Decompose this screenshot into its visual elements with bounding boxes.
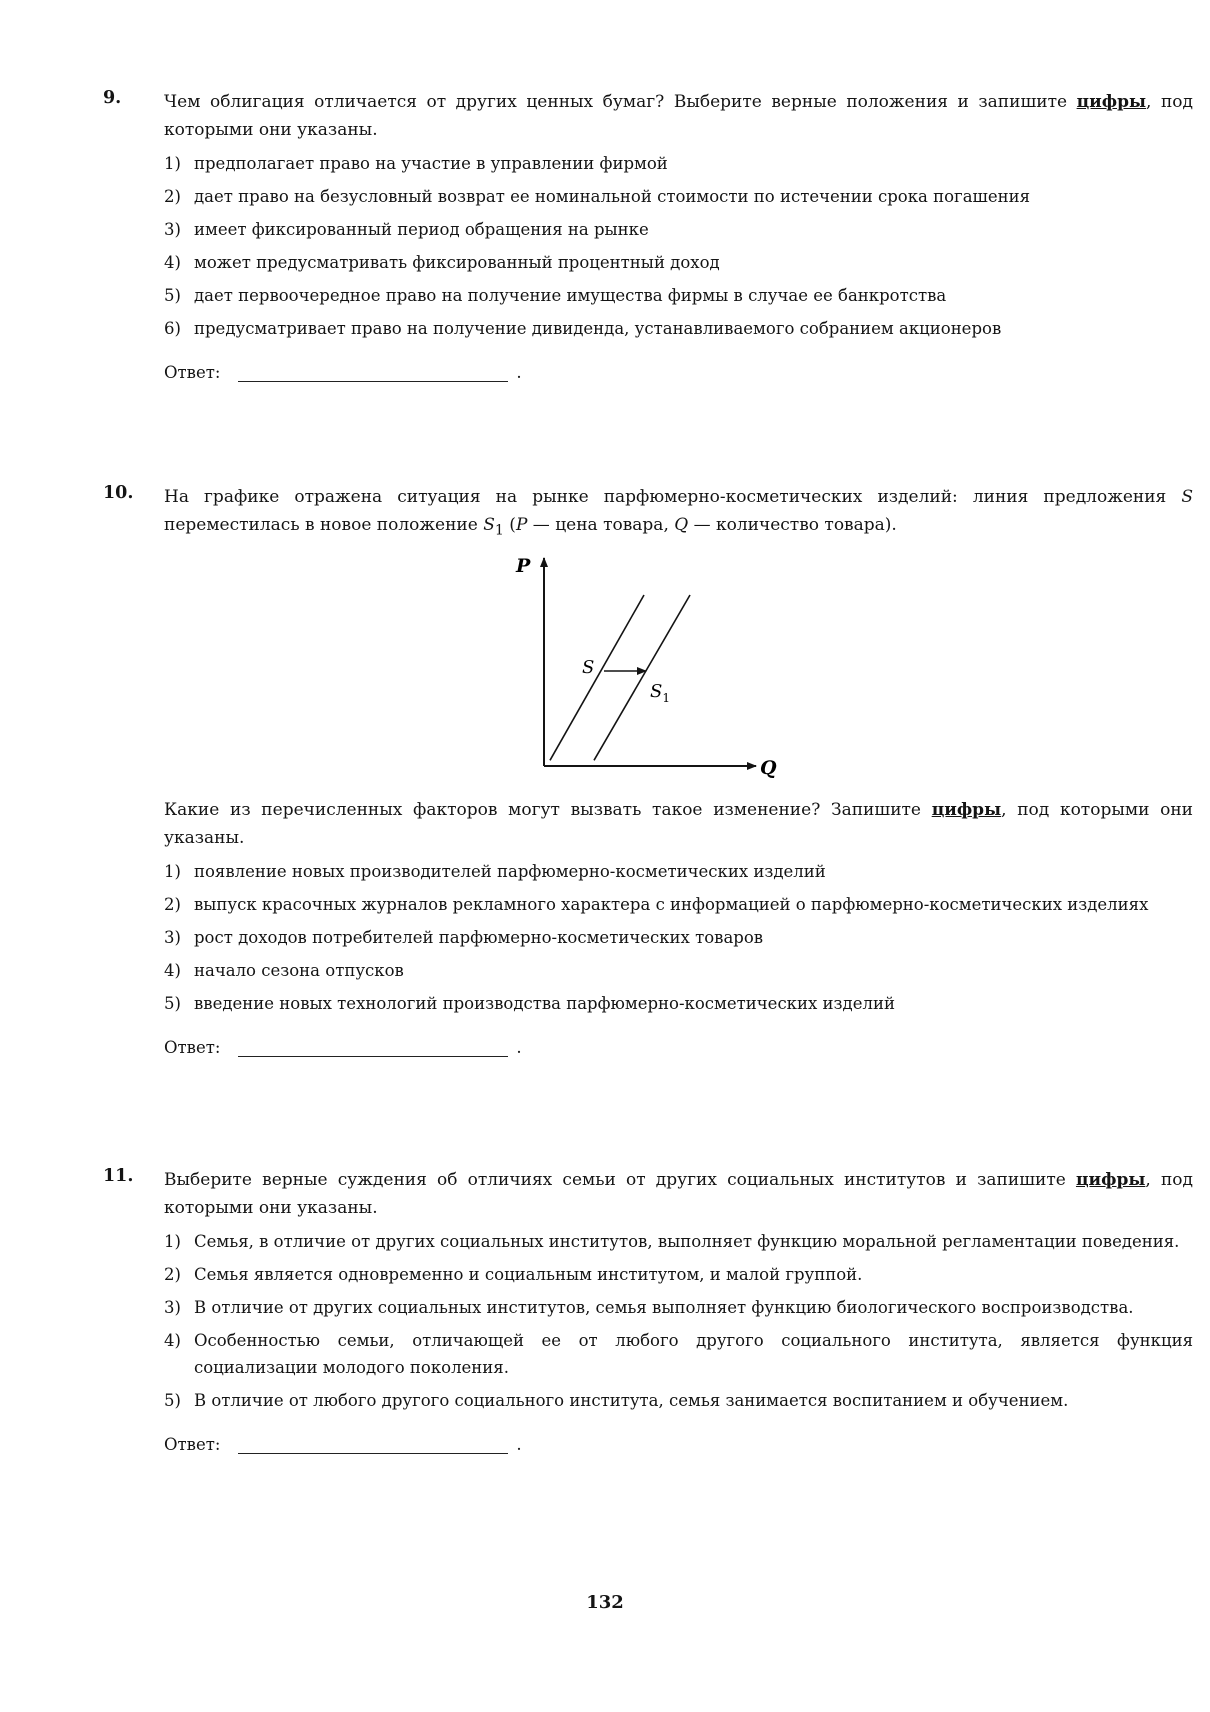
question-prompt bbox=[164, 796, 1193, 852]
supply-line-s bbox=[550, 595, 644, 760]
option-item bbox=[164, 858, 1193, 885]
answer-label: Ответ: bbox=[164, 363, 221, 382]
question-text-part: — цена товара, bbox=[527, 515, 675, 535]
option-item bbox=[164, 1228, 1193, 1255]
option-text: Семья является одновременно и социальным институтом, и малой группой. bbox=[194, 1265, 863, 1284]
option-text: Особенностью семьи, отличающей ее от любого другого социального института, является функция социализации молодого поколения. bbox=[194, 1331, 1193, 1377]
option-text: может предусматривать фиксированный процентный доход bbox=[194, 253, 720, 272]
option-number: 6) bbox=[164, 319, 181, 338]
option-number: 2) bbox=[164, 187, 181, 206]
option-text: В отличие от любого другого социального института, семья занимается воспитанием и обучением. bbox=[194, 1391, 1069, 1410]
answer-label: Ответ: bbox=[164, 1435, 221, 1454]
option-number: 2) bbox=[164, 1265, 181, 1284]
option-item bbox=[164, 957, 1193, 984]
supply-label-s1-sub: 1 bbox=[662, 691, 670, 705]
option-item bbox=[164, 924, 1193, 951]
option-item bbox=[164, 1387, 1193, 1414]
option-number: 1) bbox=[164, 154, 181, 173]
supply-label-s: S bbox=[582, 657, 595, 678]
question-number: 11. bbox=[103, 1166, 134, 1186]
question-text-part: переместилась в новое положение bbox=[164, 515, 484, 535]
question-number: 9. bbox=[103, 88, 122, 108]
answer-field[interactable] bbox=[238, 1435, 508, 1454]
option-item bbox=[164, 1294, 1193, 1321]
supply-label-s1-main: S bbox=[650, 681, 663, 702]
option-text: В отличие от других социальных институтов, семья выполняет функцию биологического воспроизводства. bbox=[194, 1298, 1134, 1317]
question-text bbox=[164, 1166, 1193, 1222]
option-number: 3) bbox=[164, 928, 181, 947]
x-axis-label: Q bbox=[760, 757, 777, 779]
question-9 bbox=[103, 88, 1193, 382]
question-text-part: , под которыми они указаны. bbox=[164, 1170, 1194, 1218]
option-number: 4) bbox=[164, 961, 181, 980]
option-text: имеет фиксированный период обращения на рынке bbox=[194, 220, 649, 239]
answer-row bbox=[164, 1031, 1193, 1057]
question-text-part: На графике отражена ситуация на рынке парфюмерно-косметических изделий: линия предложения bbox=[164, 487, 1182, 507]
y-axis-label: P bbox=[516, 555, 531, 577]
option-text: Семья, в отличие от других социальных институтов, выполняет функцию моральной регламентации поведения. bbox=[194, 1232, 1180, 1251]
supply-label-s1 bbox=[650, 681, 670, 705]
options-list bbox=[164, 150, 1193, 342]
option-item bbox=[164, 891, 1193, 918]
option-text: рост доходов потребителей парфюмерно-косметических товаров bbox=[194, 928, 764, 947]
option-number: 5) bbox=[164, 994, 181, 1013]
answer-label: Ответ: bbox=[164, 1038, 221, 1057]
option-item bbox=[164, 315, 1193, 342]
question-text-part: ( bbox=[503, 515, 516, 535]
answer-dot: . bbox=[516, 1038, 522, 1057]
option-text: появление новых производителей парфюмерно-косметических изделий bbox=[194, 862, 826, 881]
answer-row bbox=[164, 356, 1193, 382]
question-text-part: Чем облигация отличается от других ценных бумаг? Выберите верные положения и запишите bbox=[164, 92, 1077, 112]
supply-symbol: S bbox=[1181, 487, 1193, 507]
question-11 bbox=[103, 1166, 1193, 1454]
option-text: начало сезона отпусков bbox=[194, 961, 404, 980]
question-10 bbox=[103, 483, 1193, 544]
question-text-part: , под которыми они указаны. bbox=[164, 92, 1193, 140]
option-item bbox=[164, 990, 1193, 1017]
answer-row bbox=[164, 1428, 1193, 1454]
question-text-emphasis: цифры bbox=[1075, 1170, 1146, 1190]
supply-line-s1 bbox=[594, 595, 690, 760]
option-number: 3) bbox=[164, 220, 181, 239]
option-item bbox=[164, 282, 1193, 309]
option-item bbox=[164, 249, 1193, 276]
option-item bbox=[164, 1261, 1193, 1288]
option-text: предусматривает право на получение дивиденда, устанавливаемого собранием акционеров bbox=[194, 319, 1002, 338]
question-text-part: — количество товара). bbox=[688, 515, 897, 535]
option-number: 4) bbox=[164, 253, 181, 272]
quantity-symbol: Q bbox=[674, 515, 689, 535]
answer-dot: . bbox=[516, 363, 522, 382]
option-number: 2) bbox=[164, 895, 181, 914]
page-number: 132 bbox=[586, 1592, 624, 1613]
question-text bbox=[164, 483, 1193, 544]
option-text: дает право на безусловный возврат ее номинальной стоимости по истечении срока погашения bbox=[194, 187, 1031, 206]
option-number: 1) bbox=[164, 862, 181, 881]
option-number: 3) bbox=[164, 1298, 181, 1317]
question-text-emphasis: цифры bbox=[931, 800, 1002, 820]
options-list bbox=[164, 1228, 1193, 1414]
answer-dot: . bbox=[516, 1435, 522, 1454]
option-text: выпуск красочных журналов рекламного характера с информацией о парфюмерно-косметических изделиях bbox=[194, 895, 1149, 914]
option-item bbox=[164, 183, 1193, 210]
option-item bbox=[164, 1327, 1193, 1381]
option-number: 4) bbox=[164, 1331, 181, 1350]
question-text-part: Выберите верные суждения об отличиях семьи от других социальных институтов и запишите bbox=[164, 1170, 1076, 1190]
option-text: предполагает право на участие в управлении фирмой bbox=[194, 154, 668, 173]
option-number: 1) bbox=[164, 1232, 181, 1251]
supply-new-subscript: 1 bbox=[494, 522, 504, 539]
option-text: дает первоочередное право на получение имущества фирмы в случае ее банкротства bbox=[194, 286, 947, 305]
question-text-part: , под которыми они указаны. bbox=[164, 800, 1194, 848]
question-text-emphasis: цифры bbox=[1076, 92, 1147, 112]
option-item bbox=[164, 150, 1193, 177]
option-text: введение новых технологий производства парфюмерно-косметических изделий bbox=[194, 994, 895, 1013]
price-symbol: P bbox=[515, 515, 528, 535]
supply-shift-chart bbox=[500, 548, 800, 788]
question-text-part: Какие из перечисленных факторов могут вызвать такое изменение? Запишите bbox=[164, 800, 932, 820]
answer-field[interactable] bbox=[238, 363, 508, 382]
option-number: 5) bbox=[164, 286, 181, 305]
supply-new-symbol: S bbox=[483, 515, 495, 535]
question-number: 10. bbox=[103, 483, 134, 503]
option-item bbox=[164, 216, 1193, 243]
options-list bbox=[164, 858, 1193, 1017]
question-text bbox=[164, 88, 1193, 144]
answer-field[interactable] bbox=[238, 1038, 508, 1057]
option-number: 5) bbox=[164, 1391, 181, 1410]
question-10-continued bbox=[103, 796, 1193, 1057]
